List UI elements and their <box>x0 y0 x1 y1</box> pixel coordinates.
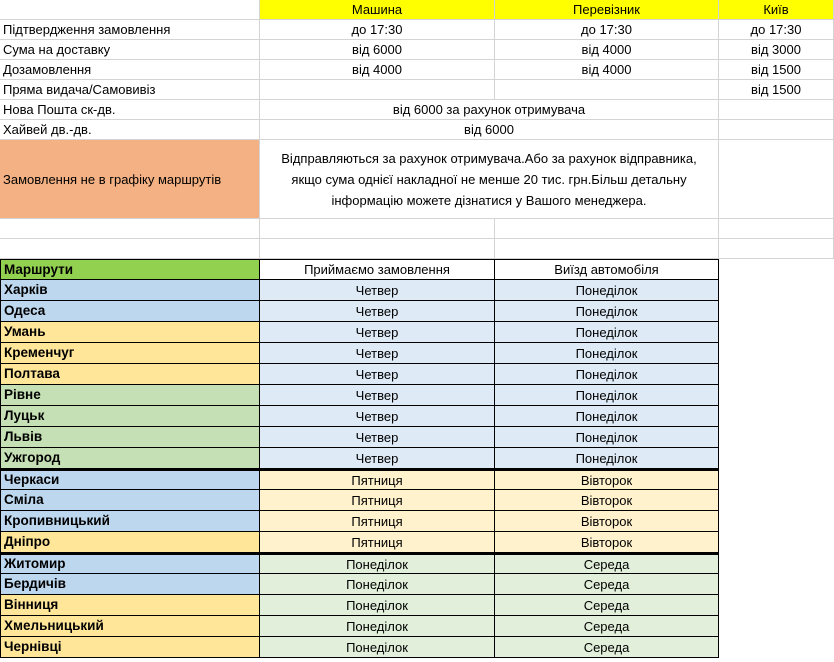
route-accept-day[interactable]: Понеділок <box>260 595 495 616</box>
terms-row <box>0 80 834 100</box>
route-name[interactable]: Вінниця <box>0 595 260 616</box>
value-kyiv[interactable]: від 1500 <box>719 80 834 100</box>
route-accept-day[interactable]: Понеділок <box>260 637 495 658</box>
row-label[interactable]: Сума на доставку <box>0 40 260 60</box>
header-kyiv[interactable]: Київ <box>719 0 834 20</box>
route-accept-day[interactable]: Пятниця <box>260 511 495 532</box>
row-label[interactable]: Пряма видача/Самовивіз <box>0 80 260 100</box>
routes-header[interactable]: Маршрути <box>0 259 260 280</box>
value-mashyna[interactable]: до 17:30 <box>260 20 495 40</box>
route-name[interactable]: Кропивницький <box>0 511 260 532</box>
value-kyiv[interactable] <box>719 100 834 120</box>
route-row <box>0 301 834 322</box>
route-accept-day[interactable]: Четвер <box>260 385 495 406</box>
route-accept-day[interactable]: Пятниця <box>260 469 495 490</box>
route-depart-day[interactable]: Понеділок <box>495 280 719 301</box>
route-row <box>0 343 834 364</box>
route-row <box>0 385 834 406</box>
route-accept-day[interactable]: Понеділок <box>260 616 495 637</box>
terms-row <box>0 60 834 80</box>
route-name[interactable]: Дніпро <box>0 532 260 553</box>
value-perevizn[interactable]: від 4000 <box>495 40 719 60</box>
route-row <box>0 406 834 427</box>
route-name[interactable]: Бердичів <box>0 574 260 595</box>
value-mashyna[interactable]: від 6000 <box>260 40 495 60</box>
route-depart-day[interactable]: Вівторок <box>495 511 719 532</box>
route-name[interactable]: Сміла <box>0 490 260 511</box>
route-depart-day[interactable]: Понеділок <box>495 322 719 343</box>
route-depart-day[interactable]: Понеділок <box>495 385 719 406</box>
value-mashyna[interactable]: від 4000 <box>260 60 495 80</box>
row-label[interactable]: Хайвей дв.-дв. <box>0 120 260 140</box>
route-accept-day[interactable]: Четвер <box>260 406 495 427</box>
row-label[interactable]: Нова Пошта ск-дв. <box>0 100 260 120</box>
route-row <box>0 553 834 574</box>
depart-header[interactable]: Виїзд автомобіля <box>495 259 719 280</box>
route-name[interactable]: Черкаси <box>0 469 260 490</box>
cell-empty[interactable] <box>719 219 834 239</box>
route-name[interactable]: Хмельницький <box>0 616 260 637</box>
route-name[interactable]: Львів <box>0 427 260 448</box>
route-name[interactable]: Умань <box>0 322 260 343</box>
route-name[interactable]: Ужгород <box>0 448 260 469</box>
terms-row <box>0 120 834 140</box>
route-depart-day[interactable]: Середа <box>495 616 719 637</box>
cell-empty[interactable] <box>495 239 719 259</box>
terms-row <box>0 20 834 40</box>
cell-empty[interactable] <box>719 239 834 259</box>
route-depart-day[interactable]: Понеділок <box>495 364 719 385</box>
value-merged[interactable]: від 6000 за рахунок отримувача <box>260 100 719 120</box>
terms-row <box>0 100 834 120</box>
header-mashyna[interactable]: Машина <box>260 0 495 20</box>
row-label[interactable]: Підтвердження замовлення <box>0 20 260 40</box>
route-row <box>0 511 834 532</box>
route-accept-day[interactable]: Понеділок <box>260 553 495 574</box>
value-kyiv[interactable] <box>719 120 834 140</box>
route-row <box>0 469 834 490</box>
route-depart-day[interactable]: Понеділок <box>495 343 719 364</box>
route-accept-day[interactable]: Пятниця <box>260 490 495 511</box>
terms-header-row <box>0 0 834 20</box>
route-row <box>0 637 834 658</box>
route-row <box>0 427 834 448</box>
route-depart-day[interactable]: Понеділок <box>495 427 719 448</box>
cell-empty[interactable] <box>495 219 719 239</box>
route-accept-day[interactable]: Четвер <box>260 322 495 343</box>
value-kyiv[interactable]: від 1500 <box>719 60 834 80</box>
route-row <box>0 490 834 511</box>
value-perevizn[interactable]: від 4000 <box>495 60 719 80</box>
value-perevizn[interactable]: до 17:30 <box>495 20 719 40</box>
route-depart-day[interactable]: Вівторок <box>495 532 719 553</box>
route-row <box>0 595 834 616</box>
route-name[interactable]: Одеса <box>0 301 260 322</box>
route-depart-day[interactable]: Середа <box>495 637 719 658</box>
value-perevizn[interactable]: від 6000 <box>260 120 719 140</box>
cell-empty[interactable] <box>260 219 495 239</box>
not-scheduled-note[interactable]: Відправляються за рахунок отримувача.Або за рахунок відправника, якщо сума однієї накладної не менше 20 тис. грн.Більш детальну інформацію можете дізнатися у Вашого менеджера. <box>260 140 719 219</box>
value-kyiv[interactable]: від 3000 <box>719 40 834 60</box>
not-scheduled-label[interactable]: Замовлення не в графіку маршрутів <box>0 140 260 219</box>
route-depart-day[interactable]: Середа <box>495 595 719 616</box>
terms-row <box>0 40 834 60</box>
cell-empty[interactable] <box>719 140 834 219</box>
value-mashyna[interactable] <box>260 80 495 100</box>
route-depart-day[interactable]: Понеділок <box>495 448 719 469</box>
route-accept-day[interactable]: Пятниця <box>260 532 495 553</box>
route-row <box>0 280 834 301</box>
route-row <box>0 616 834 637</box>
route-accept-day[interactable]: Четвер <box>260 448 495 469</box>
route-accept-day[interactable]: Четвер <box>260 364 495 385</box>
header-perevizn[interactable]: Перевізник <box>495 0 719 20</box>
cell-empty[interactable] <box>0 219 260 239</box>
route-name[interactable]: Харків <box>0 280 260 301</box>
route-depart-day[interactable]: Понеділок <box>495 301 719 322</box>
cell-empty[interactable] <box>0 0 260 20</box>
route-accept-day[interactable]: Четвер <box>260 280 495 301</box>
cell-empty[interactable] <box>260 239 495 259</box>
value-perevizn[interactable] <box>495 80 719 100</box>
route-accept-day[interactable]: Понеділок <box>260 574 495 595</box>
routes-header-row <box>0 259 834 280</box>
route-row <box>0 532 834 553</box>
route-name[interactable]: Кременчуг <box>0 343 260 364</box>
route-depart-day[interactable]: Середа <box>495 553 719 574</box>
not-scheduled-row <box>0 140 834 219</box>
route-name[interactable]: Рівне <box>0 385 260 406</box>
spacer-row <box>0 219 834 239</box>
route-accept-day[interactable]: Четвер <box>260 301 495 322</box>
route-name[interactable]: Житомир <box>0 553 260 574</box>
route-accept-day[interactable]: Четвер <box>260 343 495 364</box>
route-name[interactable]: Луцьк <box>0 406 260 427</box>
route-depart-day[interactable]: Середа <box>495 574 719 595</box>
route-row <box>0 448 834 469</box>
route-depart-day[interactable]: Вівторок <box>495 469 719 490</box>
route-depart-day[interactable]: Вівторок <box>495 490 719 511</box>
accept-header[interactable]: Приймаємо замовлення <box>260 259 495 280</box>
value-kyiv[interactable]: до 17:30 <box>719 20 834 40</box>
spacer-row <box>0 239 834 259</box>
route-accept-day[interactable]: Четвер <box>260 427 495 448</box>
cell-empty[interactable] <box>0 239 260 259</box>
route-row <box>0 574 834 595</box>
route-row <box>0 322 834 343</box>
route-name[interactable]: Полтава <box>0 364 260 385</box>
route-row <box>0 364 834 385</box>
row-label[interactable]: Дозамовлення <box>0 60 260 80</box>
route-depart-day[interactable]: Понеділок <box>495 406 719 427</box>
route-name[interactable]: Чернівці <box>0 637 260 658</box>
